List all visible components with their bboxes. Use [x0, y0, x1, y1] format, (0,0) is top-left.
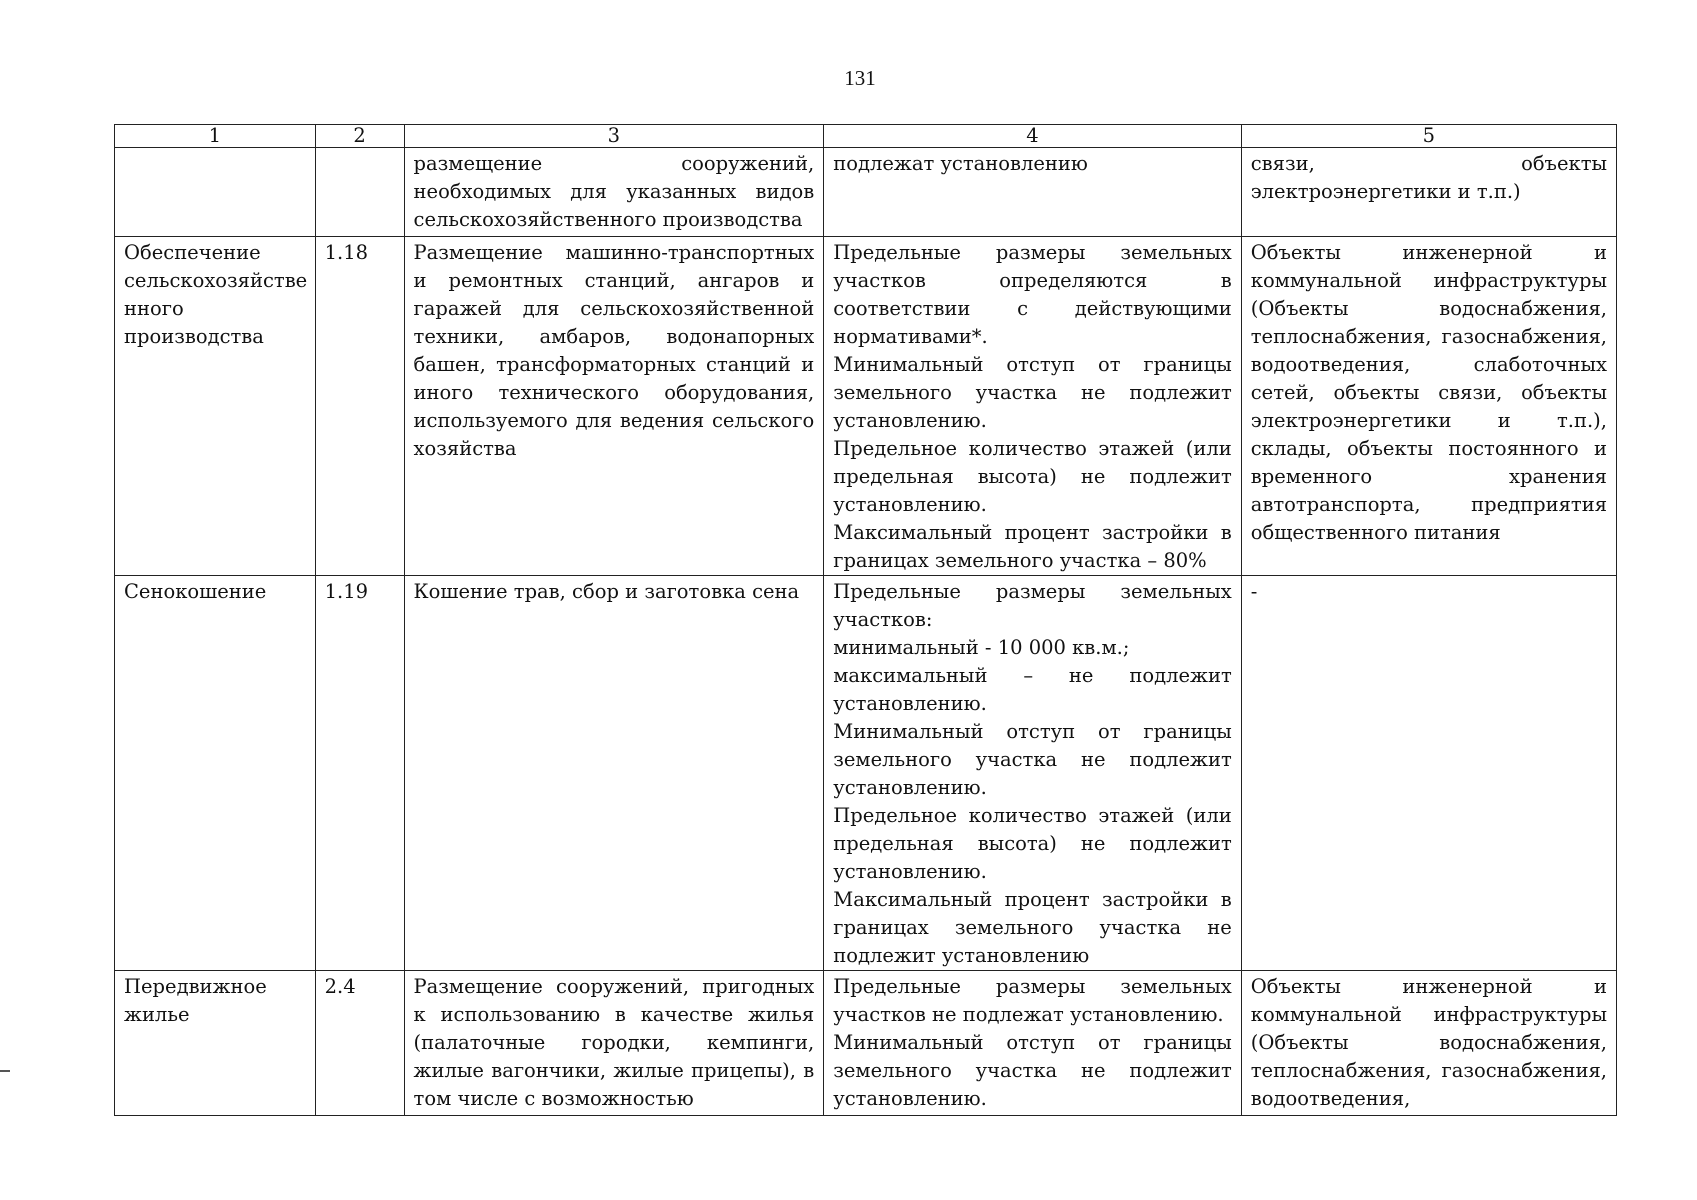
use-name-cell: Сенокошение [115, 576, 316, 971]
parameter-text: Максимальный процент застройки в границах земельного участка не подлежит установлению [833, 888, 1232, 967]
column-header-5: 5 [1241, 125, 1616, 148]
column-header-3: 3 [404, 125, 824, 148]
parameter-text: Предельные размеры земельных участков определяются в соответствии с действующими нормативами*. [833, 241, 1232, 348]
table-row-1-19 [115, 576, 1617, 971]
column-header-2: 2 [315, 125, 404, 148]
parameter-text: максимальный – не подлежит установлению. [833, 664, 1232, 715]
use-name-cell [115, 148, 316, 237]
use-description-cell: Размещение сооружений, пригодных к использованию в качестве жилья (палаточные городки, кемпинги, жилые вагончики, жилые прицепы), в том числе с возможностью [404, 971, 824, 1116]
column-header-1: 1 [115, 125, 316, 148]
parameters-cell [824, 576, 1242, 971]
parameter-text: минимальный - 10 000 кв.м.; [833, 636, 1130, 659]
parameter-text: Предельные размеры земельных участков: [833, 580, 1232, 631]
use-code-cell: 1.19 [315, 576, 404, 971]
use-description-cell: Размещение машинно-транспортных и ремонтных станций, ангаров и гаражей для сельскохозяйственной техники, амбаров, водонапорных башен, трансформаторных станций и иного технического оборудования, используемого для ведения сельского хозяйства [404, 237, 824, 576]
table-row-1-18 [115, 237, 1617, 576]
table-row-2-4 [115, 971, 1617, 1116]
parameters-cell [824, 148, 1242, 237]
use-code-cell: 2.4 [315, 971, 404, 1116]
parameters-cell [824, 971, 1242, 1116]
parameter-text: Минимальный отступ от границы земельного участка не подлежит установлению. [833, 720, 1232, 799]
scan-edge-mark [0, 1070, 10, 1072]
parameters-cell [824, 237, 1242, 576]
use-code-cell: 1.18 [315, 237, 404, 576]
parameter-text: подлежат установлению [833, 152, 1088, 175]
parameter-text: Предельные размеры земельных участков не подлежат установлению. [833, 975, 1232, 1026]
permitted-objects-cell: Объекты инженерной и коммунальной инфраструктуры (Объекты водоснабжения, теплоснабжения, газоснабжения, водоотведения, слаботочных сетей, объекты связи, объекты электроэнергетики и т.п.), склады, объекты постоянного и временного хранения автотранспорта, предприятия общественного питания [1241, 237, 1616, 576]
permitted-objects-cell: Объекты инженерной и коммунальной инфраструктуры (Объекты водоснабжения, теплоснабжения, газоснабжения, водоотведения, [1241, 971, 1616, 1116]
use-description-cell: размещение сооружений, необходимых для указанных видов сельскохозяйственного производства [404, 148, 824, 237]
parameter-text: Предельное количество этажей (или предельная высота) не подлежит установлению. [833, 437, 1232, 516]
parameter-text: Максимальный процент застройки в границах земельного участка – 80% [833, 521, 1232, 572]
use-code-cell [315, 148, 404, 237]
parameter-text: Минимальный отступ от границы земельного участка не подлежит установлению. [833, 1031, 1232, 1110]
use-description-cell: Кошение трав, сбор и заготовка сена [404, 576, 824, 971]
parameter-text: Минимальный отступ от границы земельного участка не подлежит установлению. [833, 353, 1232, 432]
table-row-continuation [115, 148, 1617, 237]
permitted-objects-cell: связи, объекты электроэнергетики и т.п.) [1241, 148, 1616, 237]
table-header-row [115, 125, 1617, 148]
permitted-objects-cell: - [1241, 576, 1616, 971]
column-header-4: 4 [824, 125, 1242, 148]
zoning-table [114, 124, 1617, 1116]
parameter-text: Предельное количество этажей (или предельная высота) не подлежит установлению. [833, 804, 1232, 883]
use-name-cell: Обеспечение сельскохозяйстве нного производства [115, 237, 316, 576]
page-number: 131 [844, 66, 876, 90]
use-name-cell: Передвижное жилье [115, 971, 316, 1116]
